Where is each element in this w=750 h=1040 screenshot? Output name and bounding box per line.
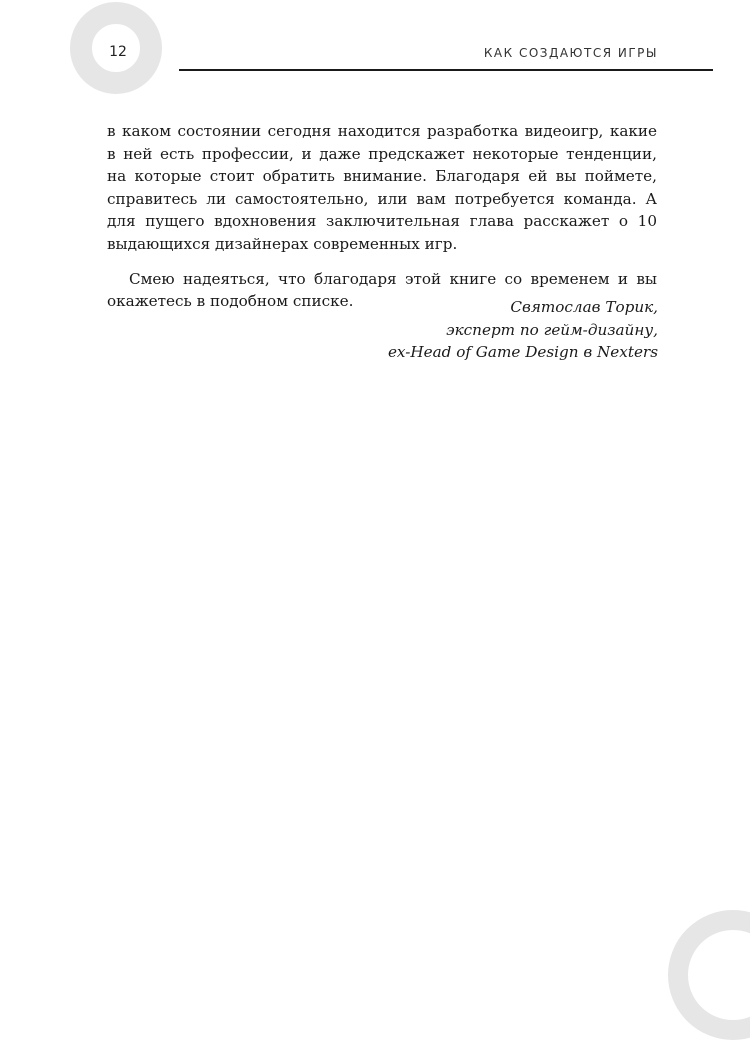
body-text (107, 120, 657, 325)
running-header: КАК СОЗДАЮТСЯ ИГРЫ (483, 46, 658, 60)
paragraph: в каком состоянии сегодня находится разработка видеоигр, какие в ней есть профессии, и даже предскажет некоторые тенденции, на которые стоит обратить внимание. Благодаря ей вы поймете, справитесь ли самостоятельно, или вам потребуется команда. А для пущего вдохновения заключительная глава расскажет о 10 выдающихся дизайнерах современных игр. (107, 122, 657, 253)
paragraph: Смею надеяться, что благодаря этой книге со временем и вы окажетесь в подобном списке. (107, 269, 657, 311)
author-signature (388, 296, 658, 364)
corner-ring-decoration-bottom (668, 910, 750, 1040)
header-divider (179, 69, 713, 71)
signature-affiliation: ex-Head of Game Design в Nexters (387, 343, 658, 362)
signature-name: Святослав Торик, (510, 298, 658, 316)
page-number: 12 (109, 44, 127, 60)
signature-role: эксперт по гейм-дизайну, (446, 320, 658, 339)
